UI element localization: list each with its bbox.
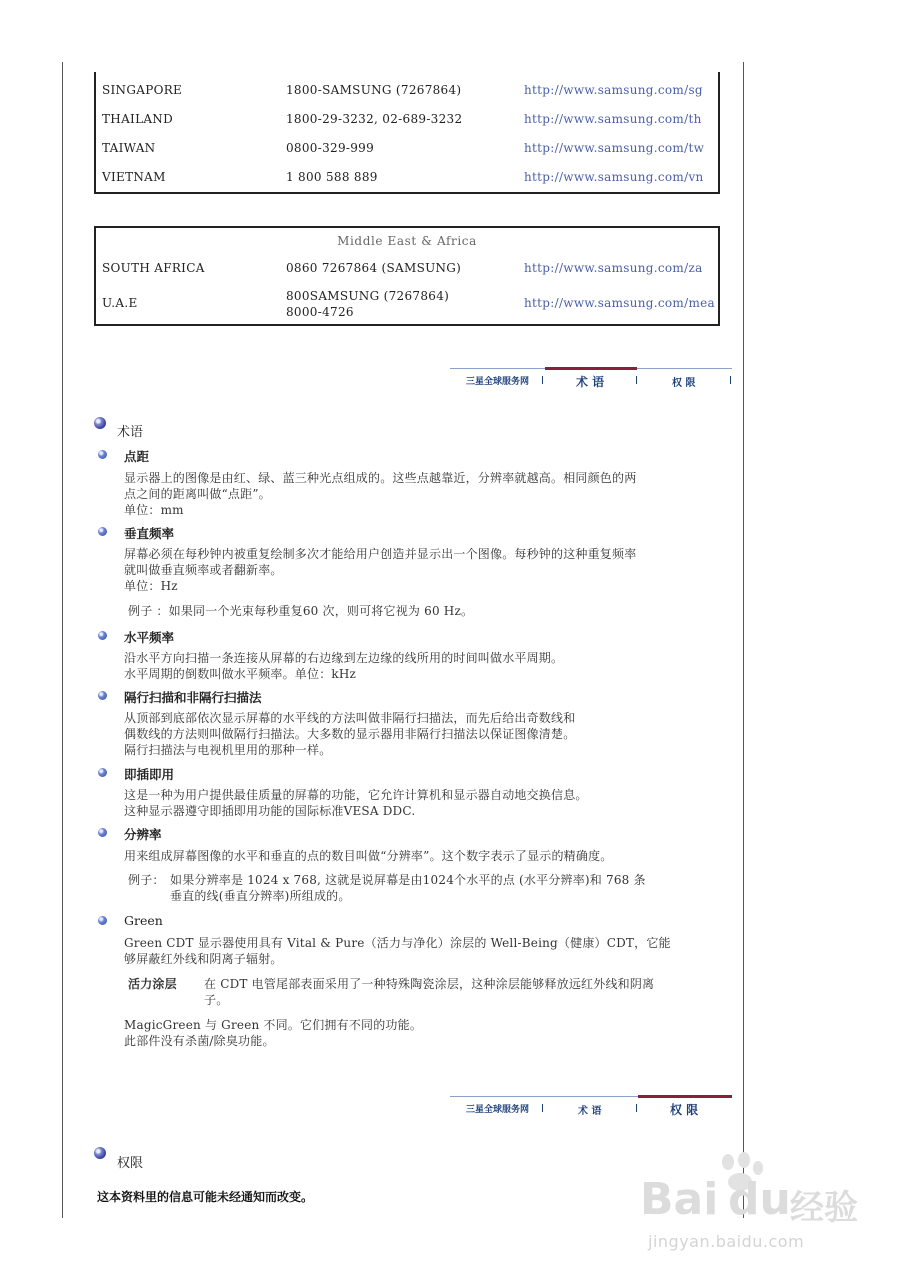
item-bullet-icon	[98, 527, 107, 536]
term-title-resolution: 分辨率	[124, 827, 162, 842]
text-line: 显示器上的图像是由红、绿、蓝三种光点组成的。这些点越靠近，分辨率就越高。相同颜色的两	[124, 471, 637, 485]
nav-separator	[730, 376, 731, 384]
text-line: 这是一种为用户提供最佳质量的屏幕的功能，它允许计算机和显示器自动地交换信息。	[124, 788, 588, 802]
nav-separator	[542, 1104, 543, 1112]
term-desc-interlace	[124, 710, 714, 758]
watermark-brand: Bai	[640, 1174, 719, 1225]
table-row	[102, 258, 712, 278]
phone-cell: 0860 7267864 (SAMSUNG)	[286, 261, 462, 275]
text-line: Green CDT 显示器使用具有 Vital & Pure（活力与净化）涂层的 Well-Being（健康）CDT，它能	[124, 936, 671, 950]
phone-cell: 1800-29-3232, 02-689-3232	[286, 112, 463, 126]
text-line: 子。	[204, 993, 229, 1007]
term-example-resolution	[170, 872, 710, 904]
nav-separator	[636, 376, 637, 384]
rights-heading: 权限	[117, 1156, 144, 1171]
item-bullet-icon	[98, 631, 107, 640]
item-bullet-icon	[98, 916, 107, 925]
phone-line: 800SAMSUNG (7267864)	[286, 289, 450, 303]
phone-cell	[286, 288, 449, 320]
phone-line: 8000-4726	[286, 305, 354, 319]
nav-terms-link[interactable]: 术 语	[578, 1106, 602, 1117]
item-bullet-icon	[98, 691, 107, 700]
website-link[interactable]: http://www.samsung.com/za	[524, 261, 703, 275]
term-note-green	[124, 1017, 714, 1049]
term-example-label: 例子：	[128, 873, 165, 887]
text-line: 就叫做垂直频率或者翻新率。	[124, 563, 283, 577]
text-line: 屏幕必须在每秒钟内被重复绘制多次才能给用户创造并显示出一个图像。每秒钟的这种重复频率	[124, 547, 637, 561]
watermark-brand-2: du	[728, 1174, 791, 1225]
country-cell: SOUTH AFRICA	[102, 261, 205, 275]
watermark-cn: 经验	[790, 1188, 858, 1228]
term-desc-resolution: 用来组成屏幕图像的水平和垂直的点的数目叫做“分辨率”。这个数字表示了显示的精确度。	[124, 849, 613, 863]
text-line: 偶数线的方法则叫做隔行扫描法。大多数的显示器用非隔行扫描法以保证图像清楚。	[124, 727, 576, 741]
watermark-url: jingyan.baidu.com	[648, 1232, 805, 1251]
term-title-dot-pitch: 点距	[124, 449, 150, 464]
term-title-vertical-freq: 垂直频率	[124, 526, 175, 541]
website-link[interactable]: http://www.samsung.com/sg	[524, 83, 703, 97]
phone-cell: 0800-329-999	[286, 141, 375, 155]
section-bullet-icon	[94, 1147, 106, 1159]
website-link[interactable]: http://www.samsung.com/th	[524, 112, 702, 126]
text-line: 隔行扫描法与电视机里用的那种一样。	[124, 743, 332, 757]
table-row	[102, 167, 712, 187]
text-line: 此部件没有杀菌/除臭功能。	[124, 1034, 275, 1048]
text-line: 单位：Hz	[124, 579, 178, 593]
text-line: 从顶部到底部依次显示屏幕的水平线的方法叫做非隔行扫描法，而先后给出奇数线和	[124, 711, 576, 725]
term-title-horizontal-freq: 水平频率	[124, 630, 175, 645]
terms-heading: 术语	[117, 425, 144, 440]
nav-rights-link[interactable]: 权 限	[670, 1103, 699, 1117]
text-line: 如果分辨率是 1024 x 768, 这就是说屏幕是由1024个水平的点 (水平分辨率)和 768 条	[170, 873, 646, 887]
text-line: 单位：mm	[124, 503, 184, 517]
country-cell: U.A.E	[102, 296, 138, 310]
item-bullet-icon	[98, 450, 107, 459]
term-title-green: Green	[124, 913, 163, 928]
table-row	[102, 289, 715, 319]
nav-rights-link[interactable]: 权 限	[672, 378, 696, 389]
term-desc-dot-pitch	[124, 470, 714, 518]
mea-contact-table	[94, 226, 720, 326]
text-line: MagicGreen 与 Green 不同。它们拥有不同的功能。	[124, 1018, 423, 1032]
term-desc-green	[124, 935, 714, 967]
section-bullet-icon	[94, 417, 106, 429]
website-link[interactable]: http://www.samsung.com/tw	[524, 141, 705, 155]
coating-desc	[204, 976, 714, 1008]
country-cell: VIETNAM	[102, 170, 166, 184]
table-row	[102, 138, 712, 158]
term-title-plug-play: 即插即用	[124, 767, 175, 782]
term-desc-vertical-freq	[124, 546, 714, 594]
asia-contact-table	[94, 72, 720, 194]
item-bullet-icon	[98, 828, 107, 837]
nav-separator	[636, 1104, 637, 1112]
country-cell: TAIWAN	[102, 141, 156, 155]
table-row	[102, 80, 712, 100]
term-example-vertical-freq: 例子 ：如果同一个光束每秒重复60 次，则可将它视为 60 Hz。	[128, 604, 474, 618]
section-nav-bar	[450, 1096, 732, 1118]
term-desc-plug-play	[124, 787, 714, 819]
watermark-logo	[640, 1152, 890, 1252]
text-line: 在 CDT 电管尾部表面采用了一种特殊陶瓷涂层，这种涂层能够释放远红外线和阴离	[204, 977, 655, 991]
text-line: 这种显示器遵守即插即用功能的国际标准VESA DDC.	[124, 804, 416, 818]
right-margin-line	[743, 62, 744, 1218]
nav-service-link[interactable]: 三星全球服务网	[466, 377, 530, 387]
country-cell: THAILAND	[102, 112, 174, 126]
active-tab-indicator	[638, 1095, 732, 1098]
text-line: 垂直的线(垂直分辨率)所组成的。	[170, 889, 351, 903]
active-tab-indicator	[545, 367, 637, 370]
website-link[interactable]: http://www.samsung.com/mea	[524, 296, 715, 310]
coating-label: 活力涂层	[128, 977, 177, 991]
website-link[interactable]: http://www.samsung.com/vn	[524, 170, 704, 184]
region-title: Middle East & Africa	[337, 234, 477, 248]
phone-cell: 1 800 588 889	[286, 170, 378, 184]
item-bullet-icon	[98, 768, 107, 777]
text-line: 点之间的距离叫做“点距”。	[124, 487, 271, 501]
table-row	[102, 109, 712, 129]
text-line: 沿水平方向扫描一条连接从屏幕的右边缘到左边缘的线所用的时间叫做水平周期。	[124, 651, 564, 665]
term-title-interlace: 隔行扫描和非隔行扫描法	[124, 690, 262, 705]
country-cell: SINGAPORE	[102, 83, 183, 97]
text-line: 够屏蔽红外线和阴离子辐射。	[124, 952, 283, 966]
left-margin-line	[62, 62, 63, 1218]
phone-cell: 1800-SAMSUNG (7267864)	[286, 83, 462, 97]
nav-separator	[542, 376, 543, 384]
nav-service-link[interactable]: 三星全球服务网	[466, 1105, 530, 1115]
term-desc-horizontal-freq	[124, 650, 714, 682]
text-line: 水平周期的倒数叫做水平频率。单位：kHz	[124, 667, 357, 681]
rights-notice: 这本资料里的信息可能未经通知而改变。	[97, 1190, 314, 1204]
section-nav-bar	[450, 368, 732, 390]
nav-terms-link[interactable]: 术 语	[576, 375, 605, 389]
